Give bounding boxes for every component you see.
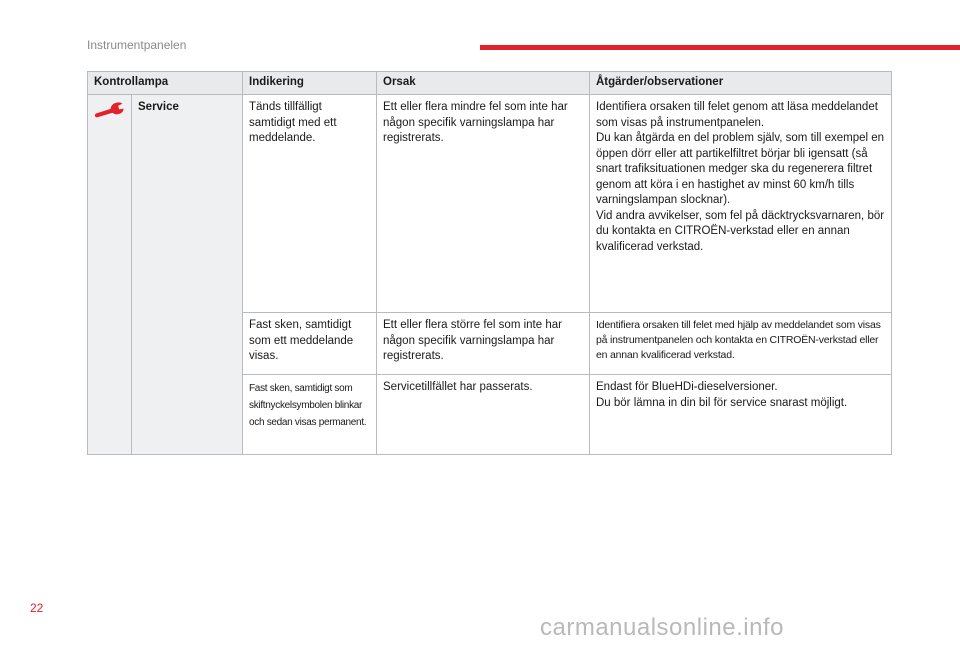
column-header-orsak: Orsak (377, 72, 590, 95)
row1-atgarder-line-3: Vid andra avvikelser, som fel på däcktrycksvarnaren, bör du kontakta en CITROËN-verkstad eller en annan kvalificerad verkstad. (596, 209, 885, 253)
row3-atgarder-line-1: Endast för BlueHDi-dieselversioner. (596, 381, 778, 393)
row1-atgarder-line-1: Identifiera orsaken till felet genom att läsa meddelandet som visas på instrumentpanelen. (596, 101, 878, 129)
wrench-icon (94, 100, 126, 120)
row1-orsak: Ett eller flera mindre fel som inte har någon specifik varningslampa har registrerats. (377, 95, 590, 313)
lamp-name: Service (132, 95, 243, 455)
table-header-row (88, 72, 892, 95)
page-number: 22 (30, 601, 44, 615)
row2-atgarder (590, 313, 892, 375)
row1-indikering: Tänds tillfälligt samtidigt med ett meddelande. (243, 95, 377, 313)
lamp-icon-cell (88, 95, 132, 455)
column-header-kontrollampa: Kontrollampa (88, 72, 243, 95)
row2-indikering: Fast sken, samtidigt som ett meddelande visas. (243, 313, 377, 375)
row1-atgarder (590, 95, 892, 313)
row3-atgarder (590, 375, 892, 455)
row1-atgarder-line-2: Du kan åtgärda en del problem själv, som till exempel en öppen dörr eller att partikelfiltret börjar bli igensatt (så snart trafiksituationen medger ska du regenerera filtret genom att köra i en hastighet av minst 60 km/h tills varningslampan slocknar). (596, 132, 885, 206)
row2-atgarder-line-1: Identifiera orsaken till felet med hjälp av meddelandet som visas på instrumentpanelen och kontakta en CITROËN-verkstad eller en annan kvalificerad verkstad. (596, 319, 881, 361)
table-row (88, 95, 892, 313)
row2-orsak: Ett eller flera större fel som inte har någon specifik varningslampa har registrerats. (377, 313, 590, 375)
section-title: Instrumentpanelen (87, 38, 187, 52)
row3-indikering: Fast sken, samtidigt som skiftnyckelsymbolen blinkar och sedan visas permanent. (243, 375, 377, 455)
watermark: carmanualsonline.info (540, 614, 784, 641)
warning-lamp-table (87, 71, 892, 455)
column-header-indikering: Indikering (243, 72, 377, 95)
column-header-atgarder: Åtgärder/observationer (590, 72, 892, 95)
row3-atgarder-line-2: Du bör lämna in din bil för service snarast möjligt. (596, 396, 848, 409)
header-accent-bar (480, 45, 960, 50)
row3-orsak: Servicetillfället har passerats. (377, 375, 590, 455)
